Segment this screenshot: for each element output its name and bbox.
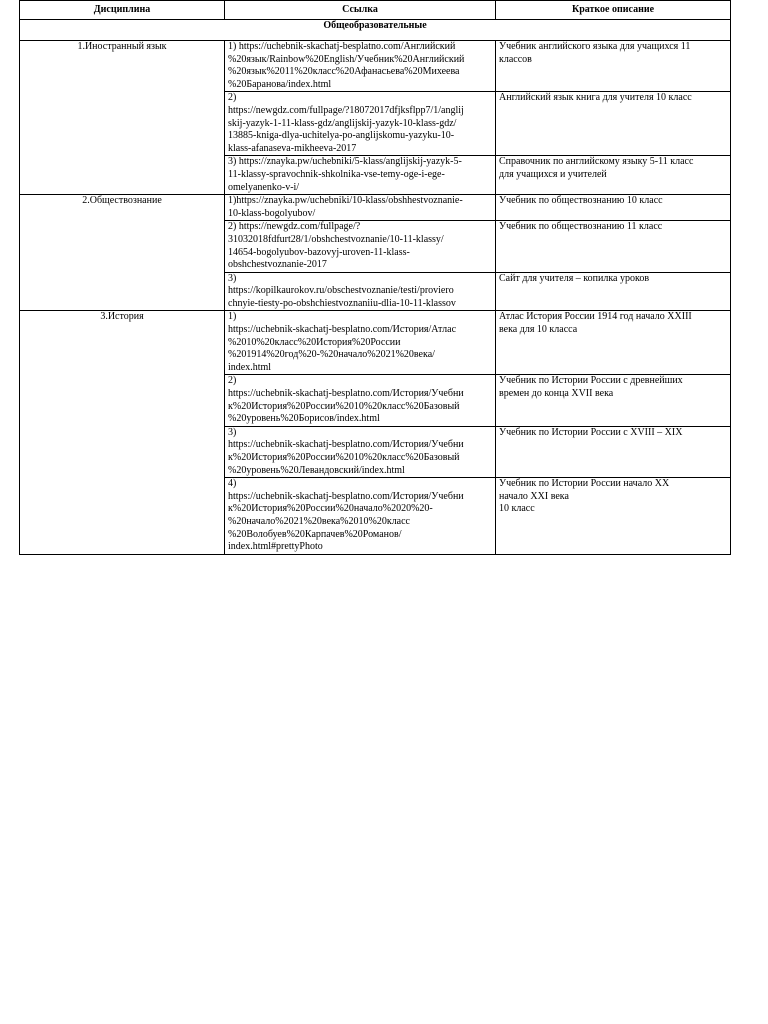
header-link: Ссылка [225,1,496,20]
description-cell: Учебник по Истории России с древнейших времен до конца XVII века [496,375,731,426]
table-row [20,41,731,92]
header-row [20,1,731,20]
discipline-cell: 3.История [20,311,225,554]
description-cell: Учебник по Истории России начало XX начало XXI века 10 класс [496,478,731,555]
description-cell: Сайт для учителя – копилка уроков [496,272,731,311]
document-clip [19,0,731,553]
table-row [20,311,731,375]
discipline-cell: 2.Обществознание [20,195,225,311]
link-cell[interactable]: 2) https://uchebnik-skachatj-besplatno.com/История/Учебни к%20История%20России%2010%20класс%20Базовый %20уровень%20Борисов/index.html [225,375,496,426]
header-discipline: Дисциплина [20,1,225,20]
link-cell[interactable]: 4) https://uchebnik-skachatj-besplatno.com/История/Учебни к%20История%20России%20начало%2020%20- %20начало%2021%20века%2010%20класс %20Волобуев%20Карпачев%20Романов/ index.html#prettyPhoto [225,478,496,555]
link-cell[interactable]: 3) https://uchebnik-skachatj-besplatno.com/История/Учебни к%20История%20России%2010%20класс%20Базовый %20уровень%20Левандовский/index.html [225,426,496,477]
link-cell[interactable]: 1) https://uchebnik-skachatj-besplatno.com/История/Атлас %2010%20класс%20История%20России %201914%20год%20-%20начало%2021%20века/ index.html [225,311,496,375]
description-cell: Атлас История России 1914 год начало XXIII века для 10 класса [496,311,731,375]
description-cell: Справочник по английскому языку 5-11 класс для учащихся и учителей [496,156,731,195]
link-cell[interactable]: 1)https://znayka.pw/uchebniki/10-klass/obshhestvoznanie- 10-klass-bogolyubov/ [225,195,496,221]
link-cell[interactable]: 2) https://newgdz.com/fullpage/? 31032018fdfurt28/1/obshchestvoznanie/10-11-klassy/ 14654-bogolyubov-bazovyj-uroven-11-klass- obshchestvoznanie-2017 [225,221,496,272]
description-cell: Учебник по обществознанию 11 класс [496,221,731,272]
table-row [20,195,731,221]
description-cell: Учебник по обществознанию 10 класс [496,195,731,221]
description-cell: Английский язык книга для учителя 10 класс [496,92,731,156]
description-cell: Учебник по Истории России с XVIII – XIX [496,426,731,477]
link-cell[interactable]: 3) https://znayka.pw/uchebniki/5-klass/anglijskij-yazyk-5- 11-klassy-spravochnik-shkolnika-vse-temy-oge-i-ege- omelyanenko-v-i/ [225,156,496,195]
section-row [20,20,731,41]
disciplines-table [19,0,731,555]
header-description: Краткое описание [496,1,731,20]
link-cell[interactable]: 3) https://kopilkaurokov.ru/obschestvoznanie/testi/proviero chnyie-tiesty-po-obshchiestvoznaniiu-dlia-10-11-klassov [225,272,496,311]
link-cell[interactable]: 1) https://uchebnik-skachatj-besplatno.com/Английский %20язык/Rainbow%20English/Учебник%20Английский %20язык%2011%20класс%20Афанасьева%20Михеева %20Баранова/index.html [225,41,496,92]
discipline-cell: 1.Иностранный язык [20,41,225,195]
link-cell[interactable]: 2) https://newgdz.com/fullpage/?18072017dfjksflpp7/1/anglij skij-yazyk-1-11-klass-gdz/anglijskij-yazyk-10-klass-gdz/ 13885-kniga-dlya-uchitelya-po-anglijskomu-yazyku-10- klass-afanaseva-mikheeva-2017 [225,92,496,156]
section-title: Общеобразовательные [20,20,731,41]
description-cell: Учебник английского языка для учащихся 11 классов [496,41,731,92]
